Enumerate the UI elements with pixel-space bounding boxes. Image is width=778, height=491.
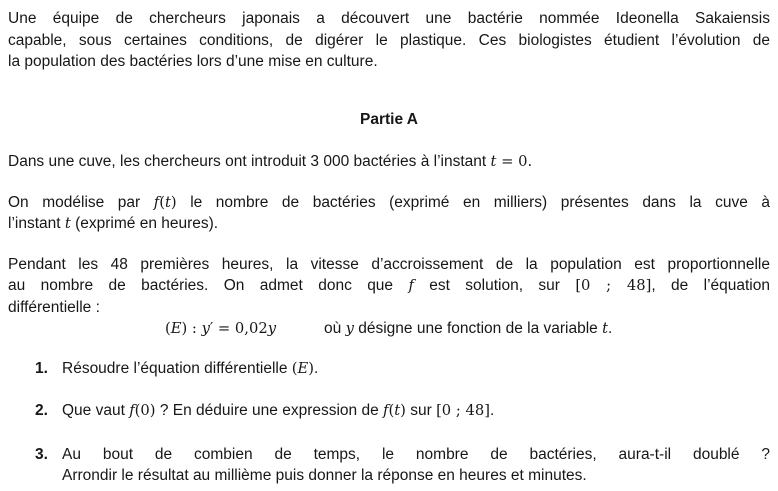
question-body bbox=[62, 358, 770, 380]
text-run: Au bout de combien de temps, le nombre de bactéries, aura-t-il doublé ? bbox=[62, 445, 770, 463]
text-run: Pendant les 48 premières heures, la vitesse d’accroissement de la population est proportionnelle bbox=[8, 255, 770, 273]
text-run: t bbox=[490, 153, 497, 170]
text-run: capable, sous certaines conditions, de digérer le plastique. Ces biologistes étudient l’évolution de bbox=[8, 31, 770, 49]
text-run: où bbox=[324, 320, 346, 337]
section-heading-partie-a: Partie A bbox=[359, 110, 418, 128]
text-run: On modélise par bbox=[8, 193, 154, 211]
text-run: f bbox=[408, 277, 414, 294]
question-body bbox=[62, 444, 770, 487]
question-body bbox=[62, 400, 770, 422]
text-run: ) bbox=[400, 402, 406, 419]
paragraph-intro bbox=[8, 8, 770, 73]
text-run: y bbox=[267, 320, 277, 337]
text-run: f bbox=[129, 402, 135, 419]
question-number: 1. bbox=[35, 359, 48, 377]
text-line bbox=[62, 400, 770, 422]
text-run: sur bbox=[405, 402, 437, 419]
text-line bbox=[8, 51, 770, 73]
document-page bbox=[8, 8, 770, 487]
text-line bbox=[62, 358, 770, 380]
text-run: t bbox=[602, 320, 609, 337]
paragraph-hypothese bbox=[8, 254, 770, 319]
text-line bbox=[8, 254, 770, 276]
text-run: Arrondir le résultat au millième puis donner la réponse en heures et minutes. bbox=[62, 467, 587, 484]
text-run: Résoudre l’équation différentielle bbox=[62, 359, 292, 377]
text-line bbox=[62, 444, 770, 466]
text-run: [0 ; 48] bbox=[575, 277, 652, 294]
text-run: ( bbox=[291, 359, 298, 377]
text-run: ? En déduire une expression de bbox=[155, 402, 384, 419]
question-item-1 bbox=[35, 358, 770, 380]
text-run: . bbox=[608, 320, 613, 337]
text-run: au nombre de bactéries. On admet donc que bbox=[8, 277, 409, 294]
text-run: t bbox=[64, 215, 71, 232]
text-run: ( bbox=[159, 193, 165, 211]
text-run: f bbox=[153, 193, 160, 211]
text-run: Une équipe de chercheurs japonais a découvert une bactérie nommée Ideonella Sakaiensis bbox=[8, 10, 770, 27]
text-line bbox=[62, 465, 770, 487]
paragraph-cuve bbox=[8, 151, 770, 173]
text-run: , de l’équation bbox=[651, 277, 770, 294]
text-run: t bbox=[164, 193, 171, 211]
question-number: 2. bbox=[35, 402, 48, 419]
question-list bbox=[35, 358, 770, 487]
text-run: = 0. bbox=[496, 153, 533, 170]
text-run: E bbox=[297, 359, 309, 377]
text-run: l’instant bbox=[8, 215, 65, 232]
text-run: ( bbox=[165, 320, 171, 337]
text-run: ) bbox=[170, 193, 177, 211]
text-run: t bbox=[394, 402, 401, 419]
text-run: ′ = 0,02 bbox=[209, 320, 268, 337]
text-line bbox=[8, 30, 770, 52]
text-run: E bbox=[170, 320, 182, 337]
differential-equation-line bbox=[165, 318, 770, 340]
text-run: ) : bbox=[181, 320, 202, 337]
text-run: [0 ; 48] bbox=[436, 402, 490, 419]
text-run: (0) bbox=[134, 402, 156, 419]
text-run: la population des bactéries lors d’une mise en culture. bbox=[8, 53, 378, 70]
text-run: le nombre de bactéries (exprimé en milliers) présentes dans la cuve à bbox=[176, 193, 770, 211]
text-run: f bbox=[383, 402, 389, 419]
text-run: y bbox=[201, 320, 210, 337]
text-run: y bbox=[345, 320, 354, 337]
text-line bbox=[8, 8, 770, 30]
text-line bbox=[8, 297, 770, 319]
question-number: 3. bbox=[35, 445, 48, 463]
question-item-3 bbox=[35, 444, 770, 487]
text-run: est solution, sur bbox=[413, 277, 576, 294]
text-run: (exprimé en heures). bbox=[70, 215, 219, 232]
text-run: Dans une cuve, les chercheurs ont introduit 3 000 bactéries à l’instant bbox=[8, 153, 491, 170]
text-run: désigne une fonction de la variable bbox=[353, 320, 603, 337]
text-run: Que vaut bbox=[62, 402, 130, 419]
question-item-2 bbox=[35, 400, 770, 422]
text-run: ) bbox=[308, 359, 315, 377]
text-run: différentielle : bbox=[8, 298, 100, 316]
text-run: . bbox=[314, 359, 319, 377]
text-line bbox=[8, 213, 770, 235]
text-line bbox=[8, 275, 770, 297]
text-run: . bbox=[489, 402, 495, 419]
paragraph-modelisation bbox=[8, 192, 770, 235]
text-run: ( bbox=[388, 402, 395, 419]
text-line bbox=[8, 192, 770, 214]
